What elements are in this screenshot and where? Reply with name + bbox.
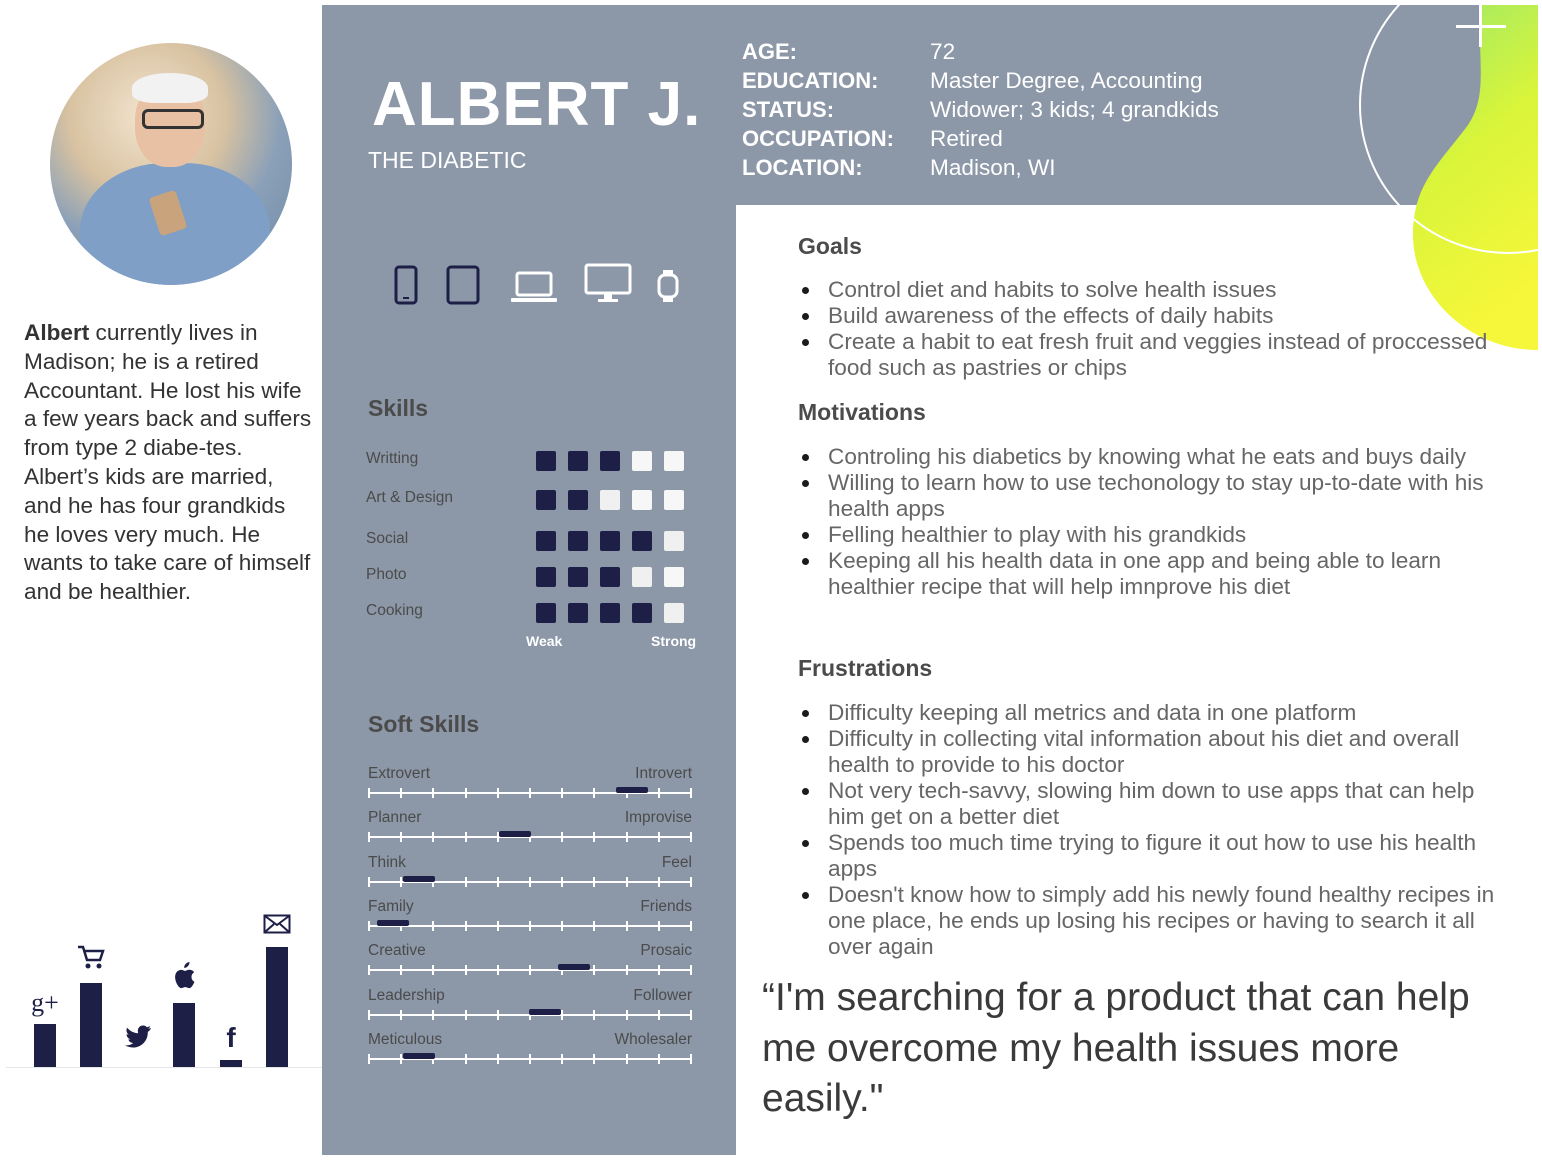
scale-tick — [561, 788, 563, 798]
scale-tick — [497, 788, 499, 798]
soft-skill-marker — [403, 876, 435, 882]
skill-level-square — [632, 603, 652, 623]
skill-label: Social — [366, 530, 409, 547]
skill-level-square — [632, 531, 652, 551]
social-usage-chart — [32, 905, 302, 1067]
social-usage-bar — [34, 1024, 56, 1067]
scale-tick — [690, 832, 692, 842]
soft-skill-right-label: Prosaic — [640, 942, 692, 960]
social-usage-bar — [220, 1060, 242, 1067]
list-item: Controling his diabetics by knowing what he eats and buys daily — [798, 444, 1504, 470]
fact-value: Retired — [930, 126, 1003, 151]
scale-tick — [400, 877, 402, 887]
fact-label: STATUS: — [742, 97, 835, 122]
scale-tick — [690, 877, 692, 887]
scale-tick — [690, 788, 692, 798]
skill-level-square — [664, 531, 684, 551]
divider — [6, 1067, 322, 1068]
soft-skill-left-label: Meticulous — [368, 1030, 443, 1048]
scale-tick — [690, 1010, 692, 1020]
scale-tick — [561, 1054, 563, 1064]
scale-tick — [690, 921, 692, 931]
scale-tick — [465, 965, 467, 975]
scale-tick — [432, 832, 434, 842]
frustrations-title: Frustrations — [798, 655, 933, 681]
laptop-icon — [510, 271, 558, 305]
social-usage-bar — [80, 983, 102, 1067]
soft-skill-marker — [377, 920, 409, 926]
soft-skill-marker — [616, 787, 648, 793]
scale-tick — [593, 788, 595, 798]
skill-level-square — [568, 567, 588, 587]
social-usage-bar — [266, 947, 288, 1067]
fact-label: EDUCATION: — [742, 68, 879, 93]
scale-tick — [658, 832, 660, 842]
skill-level-square — [664, 567, 684, 587]
scale-tick — [561, 1010, 563, 1020]
scale-tick — [368, 877, 370, 887]
scale-tick — [658, 1010, 660, 1020]
scale-tick — [690, 1054, 692, 1064]
scale-tick — [626, 1010, 628, 1020]
bio-text — [24, 319, 316, 607]
fact-label: LOCATION: — [742, 155, 863, 180]
scale-tick — [690, 965, 692, 975]
soft-skill-right-label: Follower — [633, 986, 692, 1004]
mail-icon — [260, 913, 294, 941]
soft-skill-left-label: Leadership — [368, 986, 445, 1004]
skill-level-square — [536, 451, 556, 471]
scale-tick — [465, 1054, 467, 1064]
skill-level-square — [664, 490, 684, 510]
scale-strong-label: Strong — [651, 633, 697, 649]
scale-tick — [658, 788, 660, 798]
scale-tick — [593, 832, 595, 842]
list-item: Willing to learn how to use techonology to stay up-to-date with his health apps — [798, 470, 1504, 522]
scale-tick — [658, 1054, 660, 1064]
scale-tick — [400, 1010, 402, 1020]
fact-value: Madison, WI — [930, 155, 1056, 180]
twitter-icon — [121, 1024, 155, 1057]
persona-name: ALBERT J. — [372, 70, 702, 139]
skills-title: Skills — [368, 395, 429, 421]
scale-tick — [561, 832, 563, 842]
scale-tick — [497, 877, 499, 887]
device-icons — [388, 259, 688, 309]
scale-tick — [561, 877, 563, 887]
skill-level-square — [536, 531, 556, 551]
skill-level-square — [568, 451, 588, 471]
soft-skill-right-label: Friends — [640, 897, 692, 915]
motivations-title: Motivations — [798, 399, 926, 425]
scale-tick — [529, 965, 531, 975]
soft-skill-right-label: Feel — [661, 853, 692, 871]
scale-tick — [626, 877, 628, 887]
scale-tick — [465, 1010, 467, 1020]
motivations-list — [798, 444, 1504, 600]
scale-tick — [593, 921, 595, 931]
cart-icon — [74, 944, 108, 977]
scale-tick — [593, 877, 595, 887]
list-item: Create a habit to eat fresh fruit and veggies instead of proccessed food such as pastries or chips — [798, 329, 1504, 381]
skill-label: Art & Design — [366, 489, 454, 506]
soft-skill-left-label: Planner — [368, 809, 422, 827]
skill-label: Photo — [366, 566, 407, 583]
scale-tick — [400, 832, 402, 842]
scale-tick — [432, 921, 434, 931]
goals-title: Goals — [798, 233, 862, 259]
scale-tick — [529, 921, 531, 931]
skill-level-square — [664, 451, 684, 471]
soft-skill-right-label: Wholesaler — [614, 1030, 692, 1048]
scale-tick — [368, 1054, 370, 1064]
scale-tick — [497, 965, 499, 975]
soft-skill-left-label: Creative — [368, 942, 426, 960]
list-item: Felling healthier to play with his grandkids — [798, 522, 1504, 548]
scale-tick — [497, 1010, 499, 1020]
scale-tick — [368, 921, 370, 931]
soft-skill-marker — [403, 1053, 435, 1059]
fact-value: Master Degree, Accounting — [930, 68, 1203, 93]
scale-tick — [626, 1054, 628, 1064]
skill-level-square — [632, 490, 652, 510]
persona-quote: “I'm searching for a product that can help me overcome my health issues more easily." — [762, 976, 1470, 1120]
list-item: Doesn't know how to simply add his newly found healthy recipes in one place, he ends up losing his recipes or having to search it all over again — [798, 882, 1504, 960]
scale-tick — [368, 788, 370, 798]
bio-body: currently lives in Madison; he is a retired Accountant. He lost his wife a few years back and suffers from type 2 diabe-tes. Albert’s kids are married, and he has four grandkids he loves very much. He wants to take care of himself and be healthier. — [24, 320, 312, 605]
scale-tick — [465, 788, 467, 798]
scale-tick — [432, 1010, 434, 1020]
scale-tick — [368, 965, 370, 975]
persona-subtitle: THE DIABETIC — [368, 147, 527, 173]
scale-tick — [368, 832, 370, 842]
scale-tick — [432, 965, 434, 975]
skill-level-square — [632, 451, 652, 471]
scale-tick — [529, 788, 531, 798]
list-item: Control diet and habits to solve health issues — [798, 277, 1504, 303]
skill-level-square — [536, 603, 556, 623]
scale-tick — [626, 832, 628, 842]
scale-tick — [658, 877, 660, 887]
soft-skill-marker — [499, 831, 531, 837]
list-item: Difficulty in collecting vital information about his diet and overall health to provide to his doctor — [798, 726, 1504, 778]
skill-level-square — [568, 490, 588, 510]
goals-list — [798, 277, 1504, 381]
scale-tick — [400, 1054, 402, 1064]
scale-weak-label: Weak — [526, 633, 563, 649]
list-item: Spends too much time trying to figure it out how to use his health apps — [798, 830, 1504, 882]
social-usage-bar — [173, 1003, 195, 1067]
skill-level-square — [600, 603, 620, 623]
scale-tick — [658, 921, 660, 931]
scale-tick — [400, 788, 402, 798]
scale-tick — [465, 877, 467, 887]
list-item: Build awareness of the effects of daily habits — [798, 303, 1504, 329]
tablet-icon — [446, 265, 480, 305]
skill-level-square — [600, 490, 620, 510]
list-item: Difficulty keeping all metrics and data in one platform — [798, 700, 1504, 726]
scale-tick — [593, 1010, 595, 1020]
list-item: Keeping all his health data in one app and being able to learn healthier recipe that will help imnprove his diet — [798, 548, 1504, 600]
google-plus-icon: g+ — [31, 987, 59, 1017]
fact-value: Widower; 3 kids; 4 grandkids — [930, 97, 1219, 122]
facebook-icon: f — [226, 1021, 236, 1053]
skill-level-square — [600, 567, 620, 587]
skill-level-square — [536, 490, 556, 510]
smartwatch-icon — [656, 269, 680, 303]
skill-level-square — [568, 531, 588, 551]
scale-tick — [529, 1054, 531, 1064]
scale-tick — [432, 788, 434, 798]
scale-tick — [368, 1010, 370, 1020]
soft-skills-title: Soft Skills — [368, 711, 480, 737]
scale-tick — [626, 921, 628, 931]
skill-level-square — [632, 567, 652, 587]
left-column — [6, 5, 322, 1155]
skill-level-square — [664, 603, 684, 623]
frustrations-list — [798, 700, 1504, 960]
skill-level-square — [536, 567, 556, 587]
bio-name: Albert — [24, 320, 90, 345]
skill-label: Cooking — [366, 602, 423, 619]
fact-value: 72 — [930, 39, 956, 64]
scale-tick — [497, 1054, 499, 1064]
soft-skill-left-label: Think — [368, 853, 406, 871]
scale-tick — [626, 965, 628, 975]
soft-skill-left-label: Family — [368, 897, 414, 915]
soft-skill-marker — [529, 1009, 561, 1015]
skill-label: Writting — [366, 450, 419, 467]
skill-level-square — [600, 531, 620, 551]
soft-skill-marker — [558, 964, 590, 970]
soft-skill-right-label: Improvise — [624, 809, 692, 827]
skill-level-square — [568, 603, 588, 623]
persona-card — [6, 5, 1538, 1155]
scale-tick — [529, 877, 531, 887]
fact-label: AGE: — [742, 39, 797, 64]
list-item: Not very tech-savvy, slowing him down to use apps that can help him get on a better diet — [798, 778, 1504, 830]
apple-icon — [167, 962, 201, 997]
scale-tick — [593, 1054, 595, 1064]
scale-tick — [658, 965, 660, 975]
scale-tick — [497, 921, 499, 931]
scale-tick — [465, 921, 467, 931]
scale-tick — [561, 921, 563, 931]
phone-icon — [394, 265, 418, 305]
scale-tick — [465, 832, 467, 842]
soft-skill-left-label: Extrovert — [368, 765, 431, 782]
fact-label: OCCUPATION: — [742, 126, 894, 151]
skill-level-square — [600, 451, 620, 471]
soft-skill-right-label: Introvert — [635, 765, 692, 782]
scale-tick — [593, 965, 595, 975]
scale-tick — [400, 965, 402, 975]
avatar — [50, 43, 292, 285]
desktop-icon — [584, 263, 632, 305]
